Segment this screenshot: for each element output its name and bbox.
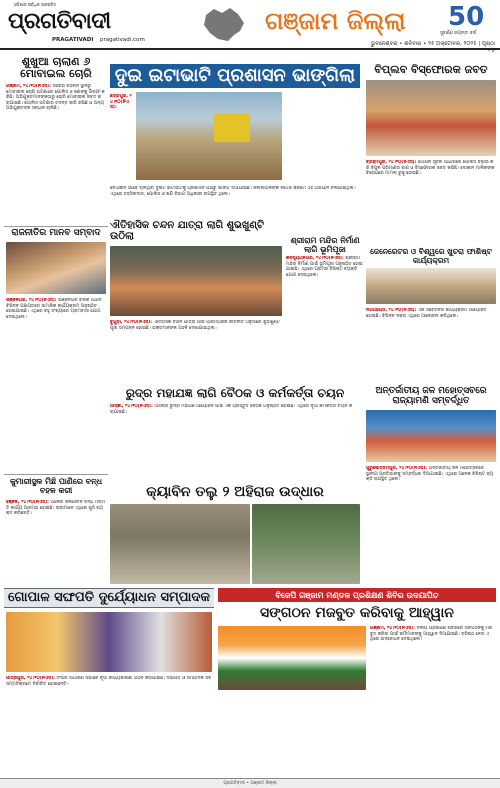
story-body bbox=[6, 84, 106, 222]
story-headline[interactable]: ସଙ୍ଗଠନ ମଜବୁତ କରିବାକୁ ଆହ୍ୱାନ bbox=[260, 605, 454, 621]
page-footer: ପ୍ରଗତିବାଦୀ • ଗଞ୍ଜାମ ଜିଲ୍ଲା bbox=[0, 778, 500, 788]
story-body bbox=[110, 320, 282, 384]
story-text: ଗୋପନ ସୂଚନା ଆଧାରରେ ପୋଲିସ ଚଢ଼ାଉ କରି ବିପୁଳ ପରିମାଣର ବାଣ ଓ ବିସ୍ଫୋରକ ଜବତ କରିଛି। ଦୋକାନ ମାଲିକଙ୍କ ବିରୋଧରେ ମାମଲା ରୁଜୁ ହୋଇଛି। bbox=[366, 160, 495, 177]
story-headline[interactable]: କୁମାରୀସ୍ଥଳ ମିଛି ପାଣିରେ ବନ୍ଧ ବହଳ କରୀ bbox=[9, 476, 103, 495]
story-body bbox=[110, 186, 360, 214]
story-byline: ପାତ୍ରପୁର, ୨୪।୧୦(ନିଏସ): bbox=[6, 676, 57, 681]
anniversary-badge: 50 bbox=[448, 2, 485, 32]
story-body bbox=[110, 404, 360, 480]
story-byline: କବିସୂର୍ଯ୍ୟନଗର, ୨୪।୧୦(ନିଏସ): bbox=[286, 256, 346, 261]
story-body bbox=[366, 466, 496, 580]
news-photo bbox=[366, 268, 496, 304]
news-photo bbox=[218, 626, 366, 690]
story-text: ଦଳୀୟ ପ୍ରଶିକ୍ଷଣ ଶିବିରରେ ସଙ୍ଗଠନକୁ ମଜବୁତ କରିବା ପାଇଁ କର୍ମୀମାନଙ୍କୁ ଆହ୍ୱାନ ଦିଆଯାଇଛି। ବରିଷ୍ଠ ନେତା ଏଥିରେ ଉଦବୋଧନ ଦେଇଥିଲେ। bbox=[370, 626, 492, 643]
website-url[interactable]: pragativadi.com bbox=[100, 37, 145, 43]
story-byline: ଗଞ୍ଜାମ, ୨୪।୧୦(ନିଏସ): bbox=[370, 626, 417, 631]
lead-headline[interactable]: ଦୁଇ ଇଟାଭାଟି ପ୍ରଶାସନ ଭାଙ୍ଗିଲା bbox=[110, 64, 360, 88]
masthead bbox=[0, 0, 500, 54]
story-headline[interactable]: ଗୋପାଳ ସଙ୍ଘପତି ଦୁର୍ଯ୍ୟୋଧନ ସମ୍ପାଦକ bbox=[4, 588, 214, 608]
district-title: ଗଞ୍ଜାମ ଜିଲ୍ଲା bbox=[265, 6, 406, 35]
news-photo bbox=[110, 504, 250, 584]
excavator-shape bbox=[214, 114, 250, 142]
news-photo bbox=[6, 612, 212, 672]
logo-subtitle: PRAGATIVADI bbox=[52, 37, 94, 43]
anniversary-subtitle: ସୁବର୍ଣ୍ଣ ଜୟନ୍ତୀ ବର୍ଷ bbox=[440, 31, 477, 36]
story-byline: ଆସ୍କା, ୨୪।୧୦(ନିଏସ): bbox=[110, 404, 155, 409]
story-body bbox=[6, 676, 212, 774]
story-text: ଅଞ୍ଚଳର ଜଳସେଚନ ବନ୍ଧ ମରାମତି କାର୍ଯ୍ୟ ଆରମ୍ଭ ହୋଇଛି। ଚାଷୀମାନେ ଏଥିରେ ଖୁସି ବ୍ୟକ୍ତ କରିଛନ୍ତି। bbox=[6, 500, 106, 517]
story-byline: ହିଞ୍ଜିଳି, ୨୪।୧୦(ନିଏସ): bbox=[6, 500, 51, 505]
story-headline[interactable]: ରାଜନୀତିର ମାନବ ସମ୍ବାଦ bbox=[11, 228, 101, 238]
story-byline: ବୁଗୁଡ଼ା, ୨୪।୧୦(ନିଏସ): bbox=[110, 320, 154, 325]
story-headline[interactable]: ଜେନେରେଟର ଓ ବିଶ୍ୱରେ ଖୁଚରା ଫାଶିଷ୍ଟ କାର୍ଯ୍ୟକ୍ରମ bbox=[370, 247, 492, 265]
story-byline: ଗଞ୍ଜାମ, ୨୪।୧୦(ନିଏସ): bbox=[6, 84, 53, 89]
story-text: ଏକ ସଚେତନତା କାର୍ଯ୍ୟକ୍ରମ ଆୟୋଜିତ ହୋଇଛି। ବିଭିନ୍ନ ବକ୍ତା ଏଥିରେ ଆଲୋଚନା କରିଥିଲେ। bbox=[366, 308, 487, 319]
divider bbox=[4, 474, 108, 475]
story-headline[interactable]: ଶୁଖୁଆ ଚାଲାଣ ୬ ମୋବାଇଲ ଚୋରି bbox=[20, 55, 92, 80]
divider bbox=[4, 226, 108, 227]
story-text: ସହରର ବିଭିନ୍ନ ସ୍ଥାନରୁ ମୋବାଇଲ ଚୋରି ଘଟଣାରେ ପୋଲିସ ୬ ଜଣଙ୍କୁ ଗିରଫ କରିଛି। ଅଭିଯୁକ୍ତମାନଙ୍କଠାରୁ ଚୋରି ମୋବାଇଲ ଜବତ କରାଯାଇଛି। ପୋଲିସ ଘଟଣାର ତଦନ୍ତ ଜାରି ରଖିଛି ଓ ଅନ୍ୟ ଅଭିଯୁକ୍ତଙ୍କ ସନ୍ଧାନ ଚାଲିଛି। bbox=[6, 84, 105, 112]
story-body bbox=[370, 626, 496, 774]
story-body bbox=[286, 256, 364, 384]
story-headline[interactable]: ଅନ୍ତର୍ଜାତୀୟ ଜଳ ମହୋତ୍ସବରେ ରାଜ୍ୟାମଣି ସମ୍ବର୍ଦ୍ଧିତ bbox=[375, 386, 487, 406]
story-headline[interactable]: ଐତିହାସିକ ଚନ୍ଦନ ଯାତ୍ରା ଲାଗି ଶୁଭଖୁଣ୍ଟି ଉଠିଲା bbox=[110, 220, 264, 242]
story-text: ଅନ୍ତର୍ଜାତୀୟ ଜଳ ମହୋତ୍ସବରେ ସ୍ଥାନୀୟ ପ୍ରତିଭାଙ୍କୁ ସମ୍ବର୍ଦ୍ଧନା ଦିଆଯାଇଛି। ଏଥିରେ ଅନେକ ବିଶିଷ୍ଟ ବ୍ୟକ୍ତି ଉପସ୍ଥିତ ଥିଲେ। bbox=[366, 466, 494, 483]
dateline: ଭୁବନେଶ୍ବର • ଶନିବାର • ୨୫ ଅକ୍ଟୋବର, ୨୦୨୫ | ପୃଷ୍ଠା - ୫ bbox=[370, 41, 495, 54]
story-text: ବେଆଇନ ଭାବେ ଚାଲିଥିବା ଦୁଇଟି ଇଟାଭାଟିକୁ ପ୍ରଶାସନ ପକ୍ଷରୁ ଭାଙ୍ଗି ଦିଆଯାଇଛି। ଜିଲ୍ଲାପାଳଙ୍କ ନିର୍ଦ୍ଦେଶ କ୍ରମେ ଏହି ଅଭିଯାନ ଚଳାଯାଇଥିଲା। ଏଥିରେ ତହସିଲଦାର, ପୋଲିସ ଓ ଖଣି ବିଭାଗ ଅଧିକାରୀ ଉପସ୍ଥିତ ଥିଲେ। bbox=[110, 186, 356, 197]
story-body bbox=[6, 500, 106, 584]
story-body bbox=[366, 308, 496, 384]
story-kicker: ବିଜେପି ଗଞ୍ଜାମ ମଣ୍ଡଳ ପ୍ରଶିକ୍ଷଣ ଶିବିର ଉଦଯାପିତ bbox=[218, 588, 496, 602]
story-byline: ଦିଗପହଣ୍ଡି, ୨୪।୧୦(ନିଏସ): bbox=[366, 308, 418, 313]
newspaper-logo[interactable]: ପ୍ରଗତିବାଦୀ bbox=[8, 8, 156, 36]
story-text: ଭଞ୍ଜନଗର ବ୍ଲକ ଅଧୀନ ବିଭିନ୍ନ ପଞ୍ଚାୟତରେ ସାମାଜିକ କାର୍ଯ୍ୟକ୍ରମ ଅନୁଷ୍ଠିତ ହୋଇଯାଇଛି। ଏଥିରେ ବହୁ ସଂଖ୍ୟାରେ ଗ୍ରାମବାସୀ ଯୋଗଦେଇଥିଲେ। bbox=[6, 298, 102, 320]
story-body bbox=[366, 160, 496, 244]
story-text: ଶ୍ରୀରାମ ମନ୍ଦିର ନିର୍ମାଣ ପାଇଁ ଭୂମିପୂଜା ଅନୁଷ୍ଠିତ ହୋଇଯାଇଛି। ଏଥିରେ ଗ୍ରାମର ବିଶିଷ୍ଟ ବ୍ୟକ୍ତି ଯୋଗ ଦେଇଥିଲେ। bbox=[286, 256, 363, 278]
story-headline[interactable]: ବିପ୍ଲବ ବିସ୍ଫୋରକ ଜବତ bbox=[374, 63, 488, 76]
story-text: ଐତିହାସିକ ଚନ୍ଦନ ଯାତ୍ରା ପାଇଁ ପାରମ୍ପରିକ ରୀତିନୀତି ଅନୁସାରେ ଶୁଭଖୁଣ୍ଟି ପୂଜା ସମ୍ପନ୍ନ ହୋଇଛି। ଭକ୍ତମାନଙ୍କ ଗହଳି ଦେଖାଯାଇଥିଲା। bbox=[110, 320, 280, 331]
story-headline[interactable]: କ୍ୟାବିନ ତଲୁ ୨ ଅହିରାଜ ଉଦ୍ଧାର bbox=[146, 484, 324, 500]
story-byline: ଭଞ୍ଜନଗର, ୨୪।୧୦(ନିଏସ): bbox=[6, 298, 59, 303]
news-photo bbox=[366, 410, 496, 462]
story-body bbox=[6, 298, 106, 470]
story-text: ସଂଘର ସାଧାରଣ ସଭାରେ ନୂଆ କାର୍ଯ୍ୟକାରିଣୀ ଗଠନ କରାଯାଇଛି। ସଭାପତି ଓ ସମ୍ପାଦକ ସର୍ବସମ୍ମତିକ୍ରମେ ନିର୍ବାଚିତ ହୋଇଛନ୍ତି। bbox=[6, 676, 212, 687]
district-map-icon bbox=[200, 5, 248, 45]
news-photo bbox=[252, 504, 360, 584]
news-photo bbox=[366, 80, 496, 156]
masthead-tagline: ଓଡ଼ିଶାର ସର୍ବାଧିକ ପ୍ରଚାରିତ bbox=[14, 2, 57, 7]
story-byline: ଛତ୍ରପୁର, ୨୪।୧୦(ନିଏସ): bbox=[110, 94, 132, 111]
story-headline[interactable]: ଶ୍ରୀରାମ ମନ୍ଦିର ନିର୍ମାଣ ଲାଗି ଭୂମିପୂଜା bbox=[290, 235, 360, 254]
story-text: ଆସନ୍ତା ରୁଦ୍ର ମହାଯଜ୍ଞ ଆୟୋଜନ ପାଇଁ ଏକ ପ୍ରସ୍ତୁତି ବୈଠକ ଅନୁଷ୍ଠିତ ହୋଇଛି। ଏଥିରେ ନୂଆ କର୍ମକର୍ତ୍ତା ଚୟନ କରାଯାଇଛି। bbox=[110, 404, 353, 415]
story-byline: ପୁରୁଷୋତ୍ତମପୁର, ୨୪।୧୦(ନିଏସ): bbox=[366, 466, 429, 471]
story-byline: ବ୍ରହ୍ମପୁର, ୨୪।୧୦(ନିଏସ): bbox=[366, 160, 418, 165]
lead-photo bbox=[136, 92, 282, 180]
news-photo bbox=[110, 246, 282, 316]
news-photo bbox=[6, 242, 106, 294]
story-headline[interactable]: ରୁଦ୍ର ମହାଯଜ୍ଞ ଲାଗି ବୈଠକ ଓ କର୍ମକର୍ତ୍ତା ଚୟନ bbox=[125, 386, 345, 400]
